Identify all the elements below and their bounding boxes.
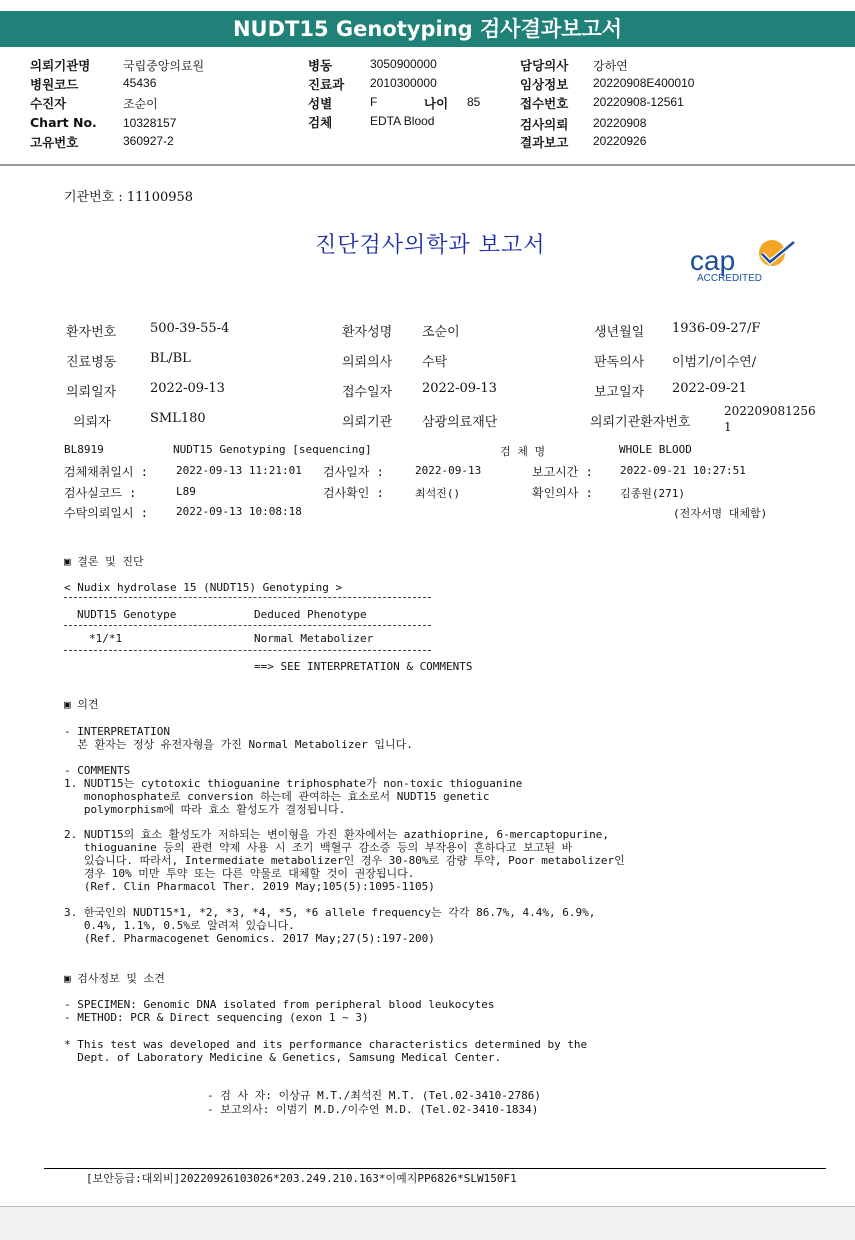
collect-value: 2022-09-13 11:21:01 — [176, 464, 302, 477]
request-time-value: 2022-09-13 10:08:18 — [176, 505, 302, 518]
development-note: Dept. of Laboratory Medicine & Genetics, Samsung Medical Center. — [64, 1051, 502, 1064]
header-label: 병원코드 — [30, 77, 79, 92]
header-value: EDTA Blood — [370, 114, 435, 128]
header-value: 20220908-12561 — [593, 95, 684, 109]
patient-value: SML180 — [150, 411, 206, 426]
section-test-info-title: ▣ 검사정보 및 소견 — [64, 972, 165, 985]
patient-label: 접수일자 — [342, 385, 393, 400]
page-title: NUDT15 Genotyping 검사결과보고서 — [0, 11, 855, 47]
genotyping-subtitle: < Nudix hydrolase 15 (NUDT15) Genotyping > — [64, 581, 343, 594]
request-time-label: 수탁의뢰일시 : — [64, 506, 149, 520]
table-rule — [64, 625, 431, 627]
bottom-margin — [0, 1207, 855, 1240]
header-label: 검사의뢰 — [520, 117, 569, 132]
comment-line: 있습니다. 따라서, Intermediate metabolizer인 경우 30-80%로 감량 투약, Poor metabolizer인 — [64, 854, 625, 867]
reporting-doctor-signature: - 보고의사: 이범기 M.D./이수연 M.D. (Tel.02-3410-1834) — [207, 1103, 539, 1116]
test-check-label: 검사확인 : — [323, 486, 384, 500]
test-date-value: 2022-09-13 — [415, 464, 482, 477]
patient-value: 500-39-55-4 — [150, 321, 230, 336]
table-header-phenotype: Deduced Phenotype — [254, 608, 367, 621]
specimen-label: 검 체 명 — [500, 445, 546, 458]
patient-value: 1 — [724, 420, 732, 434]
header-value: 강하연 — [593, 59, 628, 73]
patient-value: 2022-09-13 — [422, 381, 497, 396]
cap-accredited-text: ACCREDITED — [697, 273, 763, 284]
header-label: 결과보고 — [520, 135, 569, 150]
patient-value: BL/BL — [150, 351, 191, 366]
comment-line: thioguanine 등의 관련 약제 사용 시 조기 백혈구 감소증 등의 부작용이 흔하다고 보고된 바 — [64, 841, 573, 854]
header-value: 3050900000 — [370, 57, 437, 71]
patient-label: 의뢰기관 — [342, 415, 393, 430]
test-name: NUDT15 Genotyping [sequencing] — [173, 443, 372, 456]
patient-label: 환자번호 — [66, 325, 117, 340]
patient-label: 판독의사 — [594, 355, 645, 370]
patient-label: 환자성명 — [342, 325, 393, 340]
header-label: Chart No. — [30, 115, 97, 130]
header-label: 검체 — [308, 115, 333, 130]
patient-label: 의뢰기관환자번호 — [590, 415, 691, 430]
patient-label: 진료병동 — [66, 355, 117, 370]
see-interpretation: ==> SEE INTERPRETATION & COMMENTS — [254, 660, 473, 673]
patient-label: 의뢰의사 — [342, 355, 393, 370]
header-label: 접수번호 — [520, 96, 569, 111]
header-label: 성별 — [308, 96, 333, 111]
test-code: BL8919 — [64, 443, 104, 456]
lab-code-value: L89 — [176, 485, 196, 498]
interpretation-heading: - INTERPRETATION — [64, 725, 170, 738]
patient-value: 202209081256 — [724, 404, 816, 418]
lab-code-label: 검사실코드 : — [64, 486, 137, 500]
section-opinion-title: ▣ 의견 — [64, 698, 99, 711]
confirm-doctor-value: 김종원(271) — [620, 487, 685, 500]
patient-value: 수탁 — [422, 355, 448, 370]
header-label: 수진자 — [30, 96, 67, 111]
header-value: 조순이 — [123, 97, 158, 111]
header-label: 병동 — [308, 58, 333, 73]
comment-line: 0.4%, 1.1%, 0.5%로 알려져 있습니다. — [64, 919, 295, 932]
institution-number: 기관번호 : 11100958 — [64, 190, 194, 205]
cap-accredited-logo — [690, 236, 800, 284]
report-time-value: 2022-09-21 10:27:51 — [620, 464, 746, 477]
patient-value: 2022-09-21 — [672, 381, 747, 396]
header-label-age: 나이 — [424, 96, 449, 111]
comment-line: polymorphism에 따라 효소 활성도가 결정됩니다. — [64, 803, 346, 816]
table-rule — [64, 597, 431, 599]
patient-label: 보고일자 — [594, 385, 645, 400]
development-note: * This test was developed and its performance characteristics determined by the — [64, 1038, 588, 1051]
header-value: 2010300000 — [370, 76, 437, 90]
header-value: 360927-2 — [123, 134, 174, 148]
test-check-value: 최석진() — [415, 487, 461, 500]
header-value: 20220908E400010 — [593, 76, 695, 90]
phenotype-value: Normal Metabolizer — [254, 632, 374, 645]
patient-label: 생년월일 — [594, 325, 645, 340]
patient-label: 의뢰일자 — [66, 385, 117, 400]
header-label: 담당의사 — [520, 58, 569, 73]
patient-value: 조순이 — [422, 325, 460, 340]
section-conclusion-title: ▣ 결론 및 진단 — [64, 555, 144, 568]
comment-line: 경우 10% 미만 투약 또는 다른 약물로 대체할 것이 권장됩니다. — [64, 867, 415, 880]
specimen-value: WHOLE BLOOD — [619, 443, 692, 456]
report-time-label: 보고시간 : — [532, 465, 593, 479]
esign-note: (전자서명 대체함) — [673, 507, 768, 520]
header-label: 고유번호 — [30, 135, 79, 150]
comment-line: 1. NUDT15는 cytotoxic thioguanine triphosphate가 non-toxic thioguanine — [64, 777, 523, 790]
header-label: 임상정보 — [520, 77, 569, 92]
comment-line: 3. 한국인의 NUDT15*1, *2, *3, *4, *5, *6 allele frequency는 각각 86.7%, 4.4%, 6.9%, — [64, 906, 596, 919]
comment-line: (Ref. Clin Pharmacol Ther. 2019 May;105(5):1095-1105) — [64, 880, 435, 893]
patient-value: 1936-09-27/F — [672, 321, 761, 336]
table-rule — [64, 650, 431, 652]
footer-rule — [44, 1168, 826, 1169]
patient-value: 삼광의료재단 — [422, 415, 498, 430]
collect-label: 검체채취일시 : — [64, 465, 149, 479]
comments-heading: - COMMENTS — [64, 764, 131, 777]
patient-value: 이범기/이수연/ — [672, 355, 757, 370]
patient-label: 의뢰자 — [73, 415, 111, 430]
method-info: - METHOD: PCR & Direct sequencing (exon 1 ~ 3) — [64, 1011, 369, 1024]
tester-signature: - 검 사 자: 이상규 M.T./최석진 M.T. (Tel.02-3410-2786) — [207, 1089, 542, 1102]
header-value: 45436 — [123, 76, 157, 90]
confirm-doctor-label: 확인의사 : — [532, 486, 593, 500]
header-value: 20220926 — [593, 134, 647, 148]
patient-value: 2022-09-13 — [150, 381, 225, 396]
interpretation-text: 본 환자는 정상 유전자형을 가진 Normal Metabolizer 입니다. — [64, 738, 413, 751]
header-label: 의뢰기관명 — [30, 58, 91, 73]
header-value: 10328157 — [123, 116, 177, 130]
security-footer: [보안등급:대외비]20220926103026*203.249.210.163*이예지PP6826*SLW150F1 — [86, 1172, 517, 1185]
comment-line: 2. NUDT15의 효소 활성도가 저하되는 변이형을 가진 환자에서는 azathioprine, 6-mercaptopurine, — [64, 828, 610, 841]
genotype-value: *1/*1 — [89, 632, 123, 645]
test-date-label: 검사일자 : — [323, 465, 384, 479]
specimen-info: - SPECIMEN: Genomic DNA isolated from peripheral blood leukocytes — [64, 998, 495, 1011]
header-value: F — [370, 95, 378, 109]
header-value: 20220908 — [593, 116, 647, 130]
comment-line: (Ref. Pharmacogenet Genomics. 2017 May;27(5):197-200) — [64, 932, 435, 945]
header-value: 국립중앙의료원 — [123, 59, 205, 73]
report-title: 진단검사의학과 보고서 — [315, 233, 546, 258]
table-header-genotype: NUDT15 Genotype — [77, 608, 177, 621]
comment-line: monophosphate로 conversion 하는데 관여하는 효소로서 NUDT15 genetic — [64, 790, 490, 803]
header-label: 진료과 — [308, 77, 345, 92]
header-value-age: 85 — [467, 95, 481, 109]
cap-logo-text: cap — [690, 245, 736, 276]
